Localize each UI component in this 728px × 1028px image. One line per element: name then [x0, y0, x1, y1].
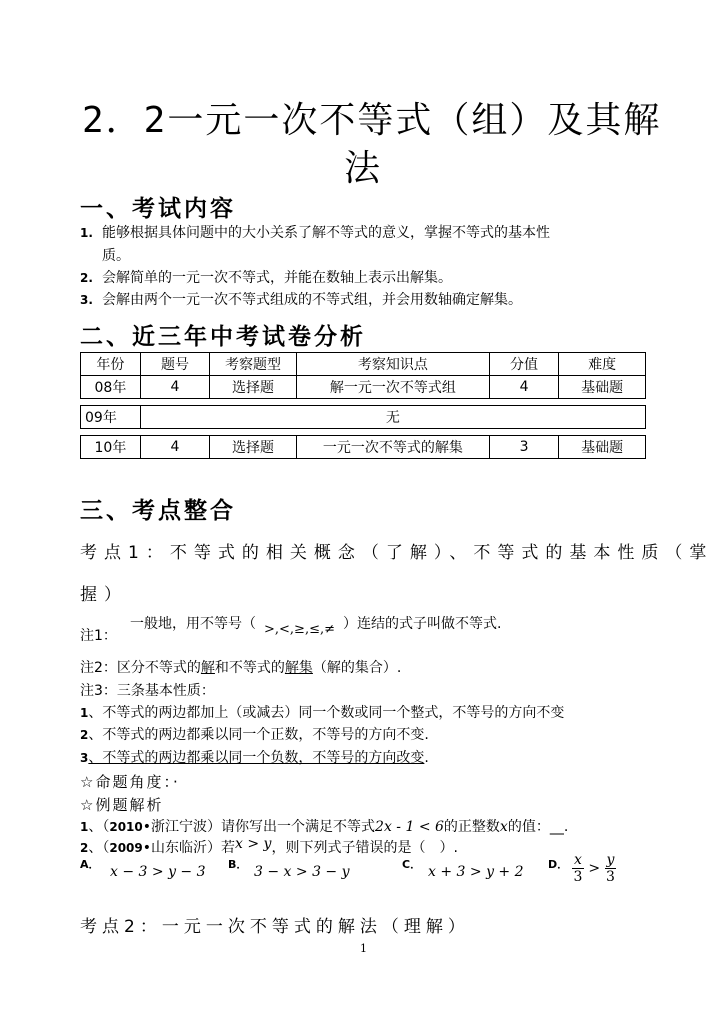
section1-heading: 一、考试内容	[80, 196, 236, 222]
example-year: 2009	[109, 841, 143, 855]
note1-text-a: 一般地，用不等号（	[130, 616, 256, 632]
example-text: •山东临沂）若	[142, 840, 236, 856]
inequality-expression: 2x - 1 < 6	[375, 819, 444, 835]
page-number: 1	[360, 942, 367, 955]
denominator: 3	[606, 869, 615, 885]
item-text: 会解简单的一元一次不等式，并能在数轴上表示出解集。	[102, 270, 452, 286]
page-title-continued: 法	[344, 148, 383, 189]
inequality-symbols: >,<,≥,≤,≠	[264, 622, 335, 637]
fraction-y-over-3	[605, 852, 617, 885]
header-difficulty: 难度	[559, 353, 646, 376]
table-row	[81, 376, 646, 399]
example-text: 、（	[88, 840, 110, 856]
example-text: 、（	[88, 819, 110, 835]
example-analysis: ☆例题解析	[80, 796, 164, 814]
item-text: 能够根据具体问题中的大小关系了解不等式的意义，掌握不等式的基本性	[102, 225, 550, 241]
property-text: 、不等式的两边都乘以同一个正数，不等号的方向不变.	[88, 727, 429, 743]
gap-cell	[81, 399, 646, 406]
list-item	[80, 289, 522, 309]
property-number: 1	[80, 706, 89, 720]
denominator: 3	[573, 869, 583, 885]
list-item	[80, 267, 452, 287]
section2-heading: 二、近三年中考试卷分析	[80, 324, 366, 350]
cell-year: 09年	[81, 406, 141, 429]
cell-knowledge-point: 一元一次不等式的解集	[296, 436, 489, 459]
example-text: 的值：	[507, 819, 550, 835]
cell-score: 4	[489, 376, 558, 399]
option-a-label: A．	[80, 858, 100, 871]
list-item	[80, 222, 550, 242]
page-title: 2．2一元一次不等式（组）及其解	[82, 100, 662, 141]
kaodian1-heading: 考点1：不等式的相关概念（了解）、不等式的基本性质（掌	[80, 543, 714, 563]
note2	[80, 657, 401, 677]
cell-year: 10年	[81, 436, 141, 459]
table-gap	[81, 429, 646, 436]
cell-question-number: 4	[140, 376, 209, 399]
proposition-angle: ☆命题角度：·	[80, 773, 180, 791]
example-text: 的正整数	[443, 819, 500, 835]
cell-knowledge-point: 解一元一次不等式组	[296, 376, 489, 399]
cell-question-number: 4	[140, 436, 209, 459]
note2-text-b: 和不等式的	[214, 660, 285, 676]
cell-question-type: 选择题	[210, 376, 297, 399]
note2-underlined-solution-set: 解集	[284, 660, 313, 676]
table-row	[81, 406, 646, 429]
example-2	[80, 837, 458, 857]
property-1	[80, 702, 564, 722]
option-b-label: B．	[228, 858, 248, 871]
section3-heading: 三、考点整合	[80, 498, 236, 524]
table-gap	[81, 399, 646, 406]
option-a: x − 3 > y − 3	[110, 864, 206, 880]
example-text: •浙江宁波）请你写出一个满足不等式	[142, 819, 376, 835]
table-header-row	[81, 353, 646, 376]
item-number: 1.	[80, 226, 93, 240]
option-d-label: D．	[548, 858, 569, 871]
property-2	[80, 724, 429, 744]
inequality-expression: x > y	[235, 836, 272, 852]
note3: 注3：三条基本性质：	[80, 683, 215, 699]
note1-label: 注1：	[80, 628, 117, 644]
numerator: y	[606, 852, 615, 868]
option-c-label: C．	[402, 858, 422, 871]
example-text: .	[563, 819, 569, 835]
note2-underlined-solution: 解	[200, 660, 215, 676]
cell-none: 无	[140, 406, 645, 429]
note1-text-b: ）连结的式子叫做不等式.	[343, 616, 502, 632]
fraction-x-over-3	[572, 852, 584, 885]
header-year: 年份	[81, 353, 141, 376]
header-knowledge-point: 考察知识点	[296, 353, 489, 376]
exam-analysis-table	[80, 352, 646, 459]
option-b: 3 − x > 3 − y	[254, 864, 350, 880]
property-text: 、不等式的两边都加上（或减去）同一个数或同一个整式，不等号的方向不变	[88, 705, 565, 721]
list-item-continued: 质。	[102, 248, 130, 264]
answer-blank: __	[549, 819, 564, 835]
greater-than: >	[588, 860, 601, 877]
cell-score: 3	[489, 436, 558, 459]
property-number: 2	[80, 728, 89, 742]
property-number: 3	[80, 751, 89, 765]
header-score: 分值	[489, 353, 558, 376]
kaodian2-heading: 考点2：一元一次不等式的解法（理解）	[80, 917, 470, 937]
gap-cell	[81, 429, 646, 436]
cell-difficulty: 基础题	[559, 436, 646, 459]
table-row	[81, 436, 646, 459]
variable: x	[499, 819, 508, 835]
example-text: ，则下列式子错误的是（ ）.	[271, 840, 458, 856]
note1-text	[130, 613, 502, 637]
item-number: 3.	[80, 293, 93, 307]
property-3	[80, 747, 429, 767]
cell-question-type: 选择题	[210, 436, 297, 459]
cell-difficulty: 基础题	[559, 376, 646, 399]
item-text: 会解由两个一元一次不等式组成的不等式组，并会用数轴确定解集。	[102, 292, 522, 308]
example-number: 1	[80, 820, 89, 834]
header-question-number: 题号	[140, 353, 209, 376]
numerator: x	[574, 852, 582, 868]
property-text-end: .	[424, 750, 429, 766]
item-number: 2.	[80, 271, 93, 285]
note2-text-c: （解的集合）.	[312, 660, 402, 676]
option-c: x + 3 > y + 2	[428, 864, 524, 880]
header-question-type: 考察题型	[210, 353, 297, 376]
example-year: 2010	[109, 820, 143, 834]
example-number: 2	[80, 841, 89, 855]
cell-year: 08年	[81, 376, 141, 399]
example-1	[80, 816, 568, 836]
kaodian1-heading-continued: 握）	[80, 585, 128, 605]
note2-text-a: 注2：区分不等式的	[80, 660, 201, 676]
property-text-underlined: 、不等式的两边都乘以同一个负数，不等号的方向改变	[88, 750, 425, 766]
option-d	[572, 852, 616, 885]
